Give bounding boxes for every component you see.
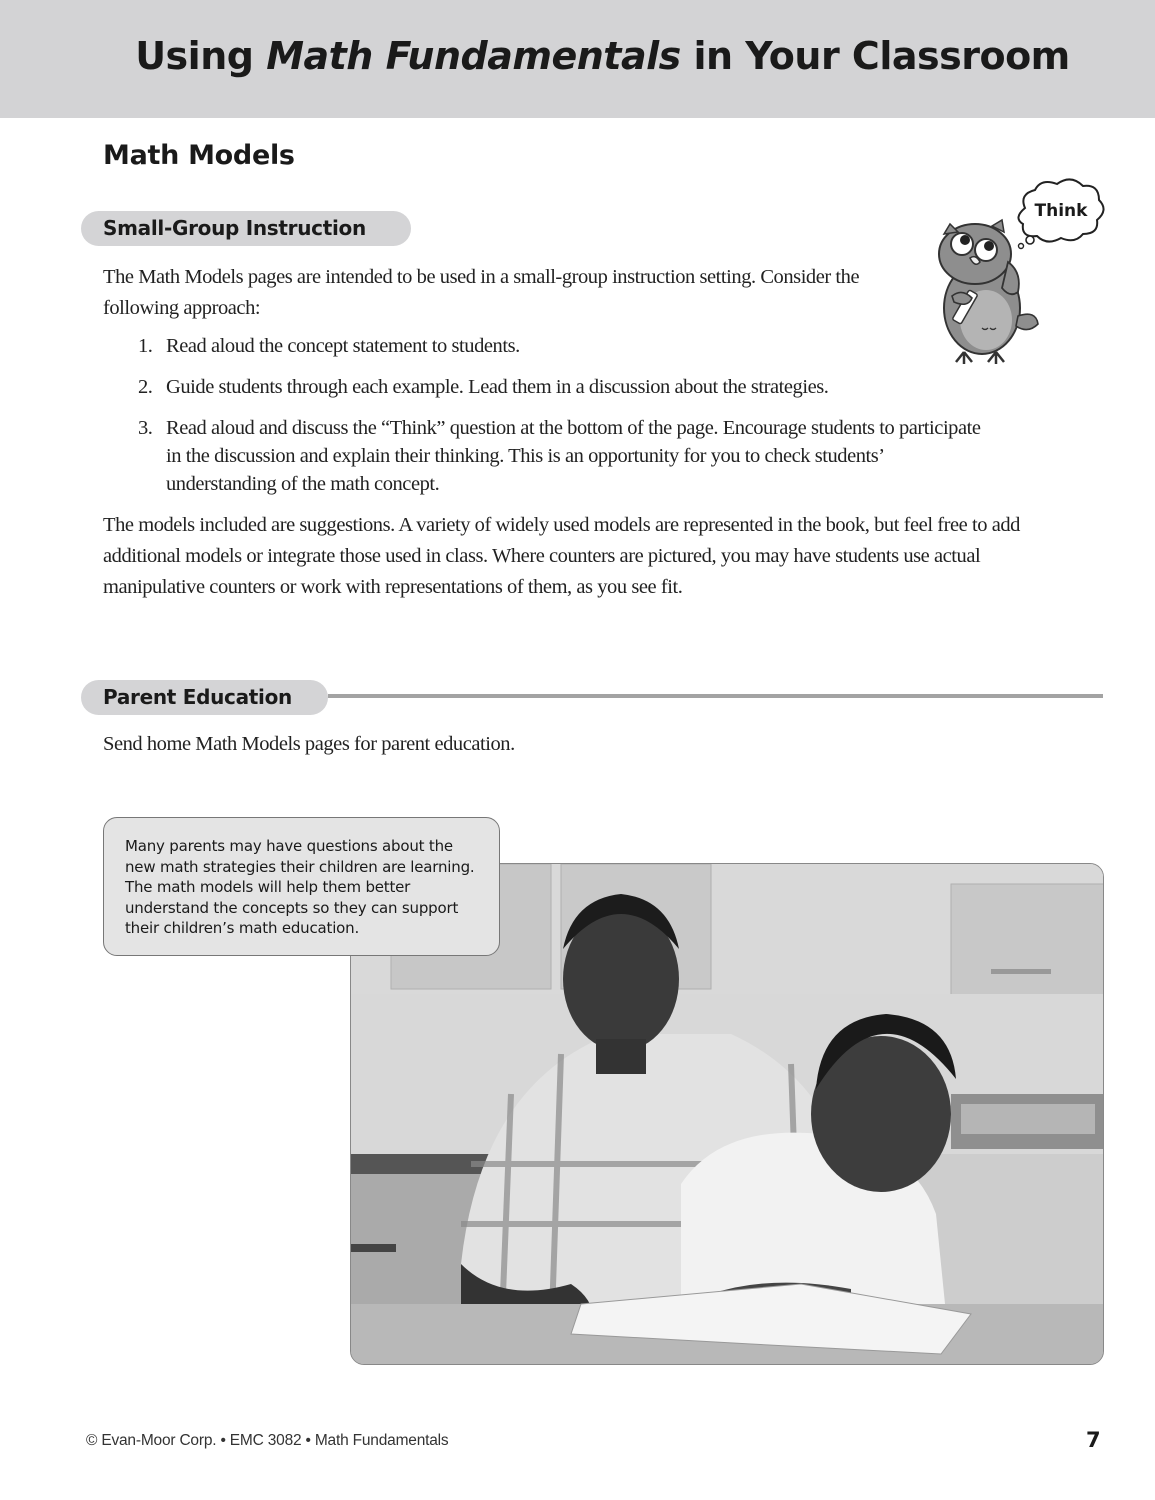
models-paragraph: The models included are suggestions. A variety of widely used models are represented in the book, but feel free to add additional models or integrate those used in class. Where counters are pictured, you may have students use actual manipulative counters or work with representations of them, as you see fit. (103, 514, 1020, 598)
subsection-label-small-group: Small-Group Instruction (81, 211, 411, 246)
list-item (138, 373, 1018, 401)
intro-paragraph: The Math Models pages are intended to be used in a small-group instruction setting. Consider the following approach: (103, 266, 860, 319)
title-prefix: Using (135, 34, 267, 78)
step-text: Read aloud and discuss the “Think” question at the bottom of the page. Encourage students to participate in the discussion and explain their thinking. This is an opportunity for you to check students’ understanding of the math concept. (166, 417, 981, 495)
list-item (138, 332, 1018, 360)
section-heading: Math Models (103, 140, 295, 171)
step-text: Read aloud the concept statement to students. (166, 335, 520, 357)
approach-steps-list (138, 332, 1018, 511)
step-number: 3. (138, 417, 153, 439)
parent-education-paragraph: Send home Math Models pages for parent education. (103, 733, 515, 755)
subsection-label-parent-education: Parent Education (81, 680, 328, 715)
title-italic-book-name: Math Fundamentals (266, 34, 681, 78)
list-item (138, 414, 1018, 498)
owl-thinking-icon (930, 178, 1110, 370)
footer-credit: © Evan-Moor Corp. • EMC 3082 • Math Fundamentals (86, 1432, 449, 1449)
step-text: Guide students through each example. Lead them in a discussion about the strategies. (166, 376, 829, 398)
title-suffix: in Your Classroom (680, 34, 1070, 78)
step-number: 1. (138, 335, 153, 357)
page-title (0, 34, 1155, 78)
parent-tip-callout: Many parents may have questions about the new math strategies their children are learning. The math models will help them better understand the concepts so they can support their children’s math education. (103, 817, 500, 956)
page-number: 7 (1086, 1428, 1101, 1452)
section-divider (328, 694, 1103, 698)
thought-bubble-text: Think (1034, 201, 1088, 221)
step-number: 2. (138, 376, 153, 398)
